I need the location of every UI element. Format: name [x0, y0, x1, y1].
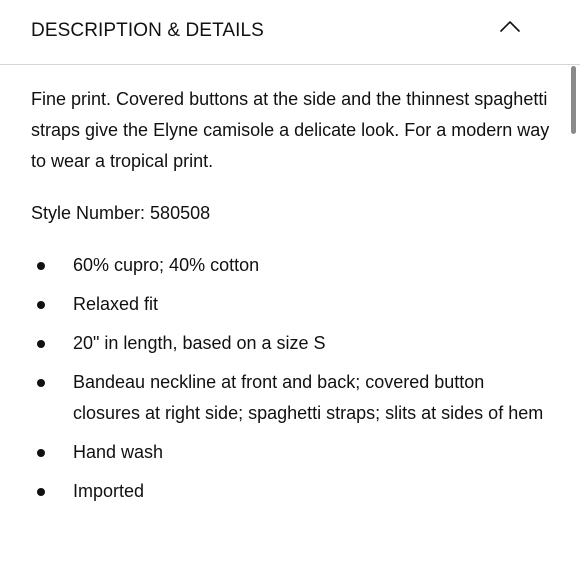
list-item — [31, 328, 556, 359]
list-item-text: 20" in length, based on a size S — [73, 333, 326, 353]
bullet-icon — [37, 449, 45, 457]
bullet-icon — [37, 262, 45, 270]
list-item-text: Imported — [73, 481, 145, 501]
list-item — [31, 367, 556, 429]
section-content — [31, 84, 556, 515]
list-item — [31, 437, 556, 468]
list-item-text: Hand wash — [73, 442, 164, 462]
style-number-value: 580508 — [150, 203, 211, 223]
details-list — [31, 250, 556, 507]
list-item-text: Relaxed fit — [73, 294, 159, 314]
list-item — [31, 289, 556, 320]
section-title: DESCRIPTION & DETAILS — [31, 20, 264, 41]
list-item — [31, 476, 556, 507]
header-divider — [0, 64, 580, 65]
product-description: Fine print. Covered buttons at the side and the thinnest spaghetti straps give the Elyne camisole a delicate look. For a modern way to wear a tropical print. — [31, 89, 550, 171]
bullet-icon — [37, 379, 45, 387]
list-item — [31, 250, 556, 281]
bullet-icon — [37, 301, 45, 309]
bullet-icon — [37, 340, 45, 348]
chevron-up-icon[interactable] — [499, 19, 521, 33]
section-header-toggle[interactable] — [0, 0, 580, 64]
list-item-text: 60% cupro; 40% cotton — [73, 255, 260, 275]
list-item-text: Bandeau neckline at front and back; covered button closures at right side; spaghetti straps; slits at sides of hem — [73, 372, 544, 423]
scrollbar-thumb[interactable] — [571, 66, 576, 134]
bullet-icon — [37, 488, 45, 496]
style-number — [31, 198, 556, 229]
style-number-label: Style Number: — [31, 203, 146, 223]
